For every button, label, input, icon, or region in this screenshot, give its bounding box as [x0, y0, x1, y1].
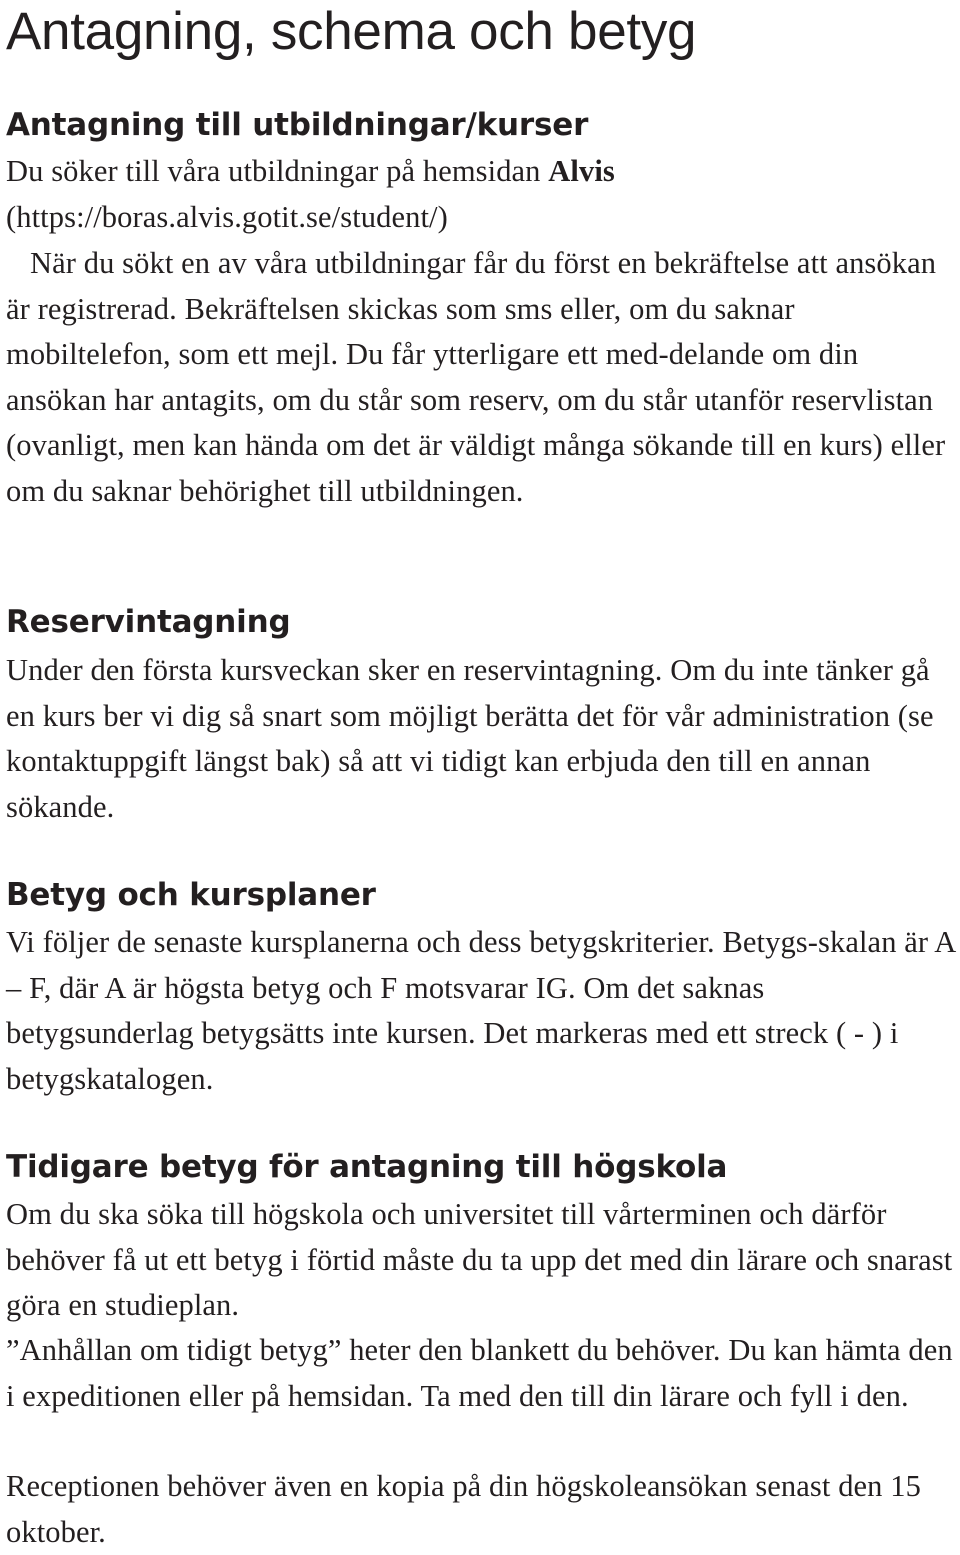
page-title: Antagning, schema och betyg [6, 2, 697, 61]
paragraph-text: Du söker till våra utbildningar på hemsidan [6, 154, 549, 188]
alvis-url-text: (https://boras.alvis.gotit.se/student/) [6, 199, 448, 234]
paragraph-ansokan: När du sökt en av våra utbildningar får du först en bekräftelse att ansökan är registrerad. Bekräftelsen skickas som sms eller, om du saknar mobiltelefon, som ett mejl. Du får ytterligare ett med-delande om din ansökan har antagits, om du står som reserv, om du står utanför reservlistan (ovanligt, men kan hända om det är väldigt många sökande till en kurs) eller om du saknar behörighet till utbildningen. [6, 246, 946, 508]
paragraph-receptionen: Receptionen behöver även en kopia på din högskoleansökan senast den 15 oktober. [6, 1469, 921, 1549]
paragraph-betyg: Vi följer de senaste kursplanerna och dess betygskriterier. Betygs-skalan är A – F, där A är högsta betyg och F motsvarar IG. Om det saknas betygsunderlag betygsätts inte kursen. Det markeras med ett streck ( - ) i betygskatalogen. [6, 925, 955, 1096]
section-heading-antagning: Antagning till utbildningar/kurser [6, 107, 589, 143]
document-page [6, 0, 956, 1549]
section-heading-betyg: Betyg och kursplaner [6, 877, 376, 913]
paragraph-alvis [6, 149, 956, 240]
paragraph-hogskola: Om du ska söka till högskola och universitet till vårterminen och därför behöver få ut ett betyg i förtid måste du ta upp det med din lärare och snarast göra en studieplan. [6, 1197, 953, 1323]
section-heading-reservintagning: Reservintagning [6, 604, 291, 640]
section-heading-tidigare-betyg: Tidigare betyg för antagning till högskola [6, 1149, 728, 1185]
alvis-link-text: Alvis [548, 154, 615, 188]
paragraph-reservintagning: Under den första kursveckan sker en reservintagning. Om du inte tänker gå en kurs ber vi dig så snart som möjligt berätta det för vår administration (se kontaktuppgift längst bak) så att vi tidigt kan erbjuda den till en annan sökande. [6, 653, 934, 824]
paragraph-blankett: ”Anhållan om tidigt betyg” heter den blankett du behöver. Du kan hämta den i expeditionen eller på hemsidan. Ta med den till din lärare och fyll i den. [6, 1333, 953, 1413]
